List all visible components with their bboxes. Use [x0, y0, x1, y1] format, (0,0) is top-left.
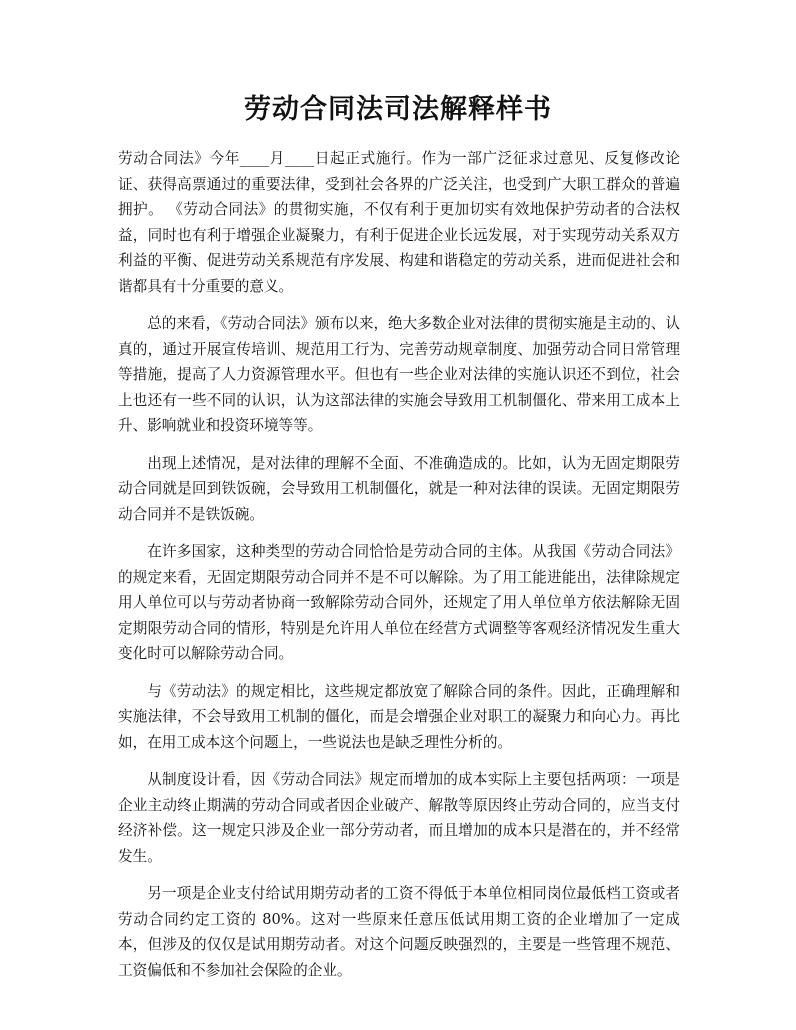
paragraph-1: 劳动合同法》今年____月____日起正式施行。作为一部广泛征求过意见、反复修改论证、获得高票通过的重要法律，受到社会各界的广泛关注，也受到广大职工群众的普遍拥护。 《劳动合同法》的贯彻实施，不仅有利于更加切实有效地保护劳动者的合法权益，同时也有利于增强企业凝聚力，有利于促进企业长远发展，对于实现劳动关系双方利益的平衡、促进劳动关系规范有序发展、构建和谐稳定的劳动关系，进而促进社会和谐都具有十分重要的意义。	[118, 150, 680, 295]
paragraph-2: 总的来看，《劳动合同法》颁布以来，绝大多数企业对法律的贯彻实施是主动的、认真的，通过开展宣传培训、规范用工行为、完善劳动规章制度、加强劳动合同日常管理等措施，提高了人力资源管理水平。但也有一些企业对法律的实施认识还不到位，社会上也还有一些不同的认识，认为这部法律的实施会导致用工机制僵化、带来用工成本上升、影响就业和投资环境等等。	[118, 315, 680, 434]
paragraph-5: 与《劳动法》的规定相比，这些规定都放宽了解除合同的条件。因此，正确理解和实施法律，不会导致用工机制的僵化，而是会增强企业对职工的凝聚力和向心力。再比如，在用工成本这个问题上，一些说法也是缺乏理性分析的。	[118, 682, 680, 751]
paragraph-3: 出现上述情况，是对法律的理解不全面、不准确造成的。比如，认为无固定期限劳动合同就是回到铁饭碗，会导致用工机制僵化，就是一种对法律的误读。无固定期限劳动合同并不是铁饭碗。	[118, 454, 680, 523]
paragraph-4: 在许多国家，这种类型的劳动合同恰恰是劳动合同的主体。从我国《劳动合同法》的规定来看，无固定期限劳动合同并不是不可以解除。为了用工能进能出，法律除规定用人单位可以与劳动者协商一致解除劳动合同外，还规定了用人单位单方依法解除无固定期限劳动合同的情形，特别是允许用人单位在经营方式调整等客观经济情况发生重大变化时可以解除劳动合同。	[118, 543, 680, 662]
document-body	[118, 146, 680, 995]
document-title: 劳动合同法司法解释样书	[244, 94, 552, 125]
paragraph-6: 从制度设计看，因《劳动合同法》规定而增加的成本实际上主要包括两项：一项是企业主动终止期满的劳动合同或者因企业破产、解散等原因终止劳动合同的，应当支付经济补偿。这一规定只涉及企业一部分劳动者，而且增加的成本只是潜在的，并不经常发生。	[118, 771, 680, 865]
paragraph-7: 另一项是企业支付给试用期劳动者的工资不得低于本单位相同岗位最低档工资或者劳动合同约定工资的 80%。这对一些原来任意压低试用期工资的企业增加了一定成本，但涉及的仅仅是试用期劳动者。对这个问题反映强烈的，主要是一些管理不规范、工资偏低和不参加社会保险的企业。	[118, 885, 680, 979]
